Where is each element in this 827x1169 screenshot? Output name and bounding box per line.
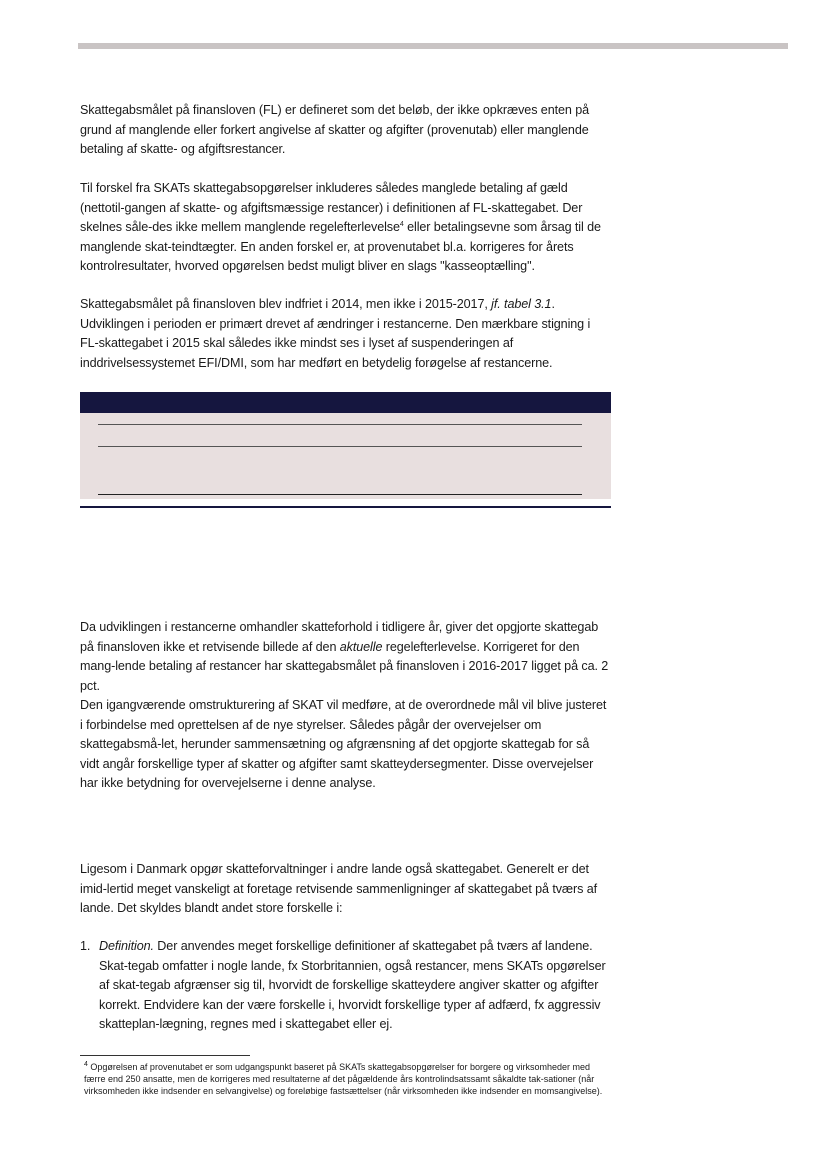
table-bottom-rule <box>80 506 611 508</box>
paragraph-restancer <box>80 618 611 696</box>
paragraph-international: Ligesom i Danmark opgør skatteforvaltninger i andre lande også skattegabet. Generelt er det imid-lertid meget vanskeligt at foretage retvisende sammenligninger af skattegabet på tværs af lande. Det skyldes blandt andet store forskelle i: <box>80 862 598 915</box>
list-number: 1. <box>80 939 91 953</box>
differences-list <box>80 937 611 1035</box>
footnote <box>80 1061 611 1097</box>
paragraph-fl-target <box>80 295 611 373</box>
table-header <box>80 392 611 413</box>
list-term: Definition. <box>99 939 154 953</box>
table-rule <box>98 494 582 495</box>
table-rule <box>98 446 582 447</box>
paragraph-difference <box>80 179 611 277</box>
table-reference: jf. tabel 3.1 <box>491 297 552 311</box>
footnote-rule <box>80 1055 250 1056</box>
footnote-reference[interactable]: 4 <box>399 220 404 228</box>
table-3-1 <box>80 392 611 508</box>
paragraph-text: regelefterlevelse. Korrigeret for den mang-lende betaling af restancer har skattegabsmålet på finansloven i 2016-2017 ligget på ca. 2 pct. <box>80 639 609 693</box>
top-rule <box>78 43 788 49</box>
footnote-text: Opgørelsen af provenutabet er som udgangspunkt baseret på SKATs skattegabsopgørelser for borgere og virksomheder med færre end 250 ansatte, men de korrigeres med resultaterne af det pågældende års kontrolindsatssamt såkaldte tak-sationer (når virksomheden ikke indsender en selvangivelse) og foreløbige fastsættelser (når virksomheden ikke indsender en momsangivelse). <box>84 1062 603 1096</box>
list-item <box>80 937 611 1035</box>
footnote-body <box>80 1061 611 1097</box>
footnote-marker: 4 <box>84 1061 88 1068</box>
emphasis-text: aktuelle <box>339 639 383 654</box>
paragraph-text: Skattegabsmålet på finansloven blev indfriet i 2014, men ikke i 2015-2017, <box>80 297 492 311</box>
paragraph-text: . Udviklingen i perioden er primært drevet af ændringer i restancerne. Den mærkbare stigning i FL-skattegabet i 2015 skal således ikke mindst ses i lyset af suspenderingen af inddrivelsessystemet EFI/DMI, som har medført en betydelig forøgelse af restancerne. <box>80 297 591 370</box>
list-text: Der anvendes meget forskellige definitioner af skattegabet på tværs af landene. Skat-tegab omfatter i nogle lande, fx Storbritannien, også restancer, mens SKATs opgørelser af skat-tegab afgrænser sig til, hvorvidt de forskellige skatteydere angiver skatter og afgifter korrekt. Endvidere kan der være forskelle i, hvorvidt forskellige typer af adfærd, fx aggressiv skatteplan-lægning, regnes med i skattegabet eller ej. <box>99 939 606 1031</box>
paragraph-text: Til forskel fra SKATs skattegabsopgørelser inkluderes således manglede betaling af gæld (nettotil-gangen af skatte- og afgiftsmæssige restancer) i definitionen af FL-skattegabet. Der skelnes såle-des ikke mellem manglende regelefterlevelse <box>80 181 583 234</box>
paragraph-fl-definition: Skattegabsmålet på finansloven (FL) er defineret som det beløb, der ikke opkræves enten på grund af manglende eller forkert angivelse af skatter og afgifter (provenutab) eller manglende betaling af skatte- og afgiftsrestancer. <box>80 103 590 156</box>
paragraph-text: Da udviklingen i restancerne omhandler skatteforhold i tidligere år, giver det opgjorte skattegab på finansloven ikke et retvisende billede af den <box>80 620 599 654</box>
paragraph-restructuring: Den igangværende omstrukturering af SKAT vil medføre, at de overordnede mål vil blive justeret i forbindelse med oprettelsen af de nye styrelser. Således pågår der overvejelser om skattegabsmå-let, herunder sammensætning og afgrænsning af det opgjorte skattegab for så vidt angår forskellige typer af skatter og afgifter samt skatteydersegmenter. Disse overvejelser har ikke betydning for overvejelserne i denne analyse. <box>80 698 607 790</box>
table-body <box>80 413 611 499</box>
paragraph-text: eller betalingsevne som årsag til de manglende skat-teindtægter. En anden forskel er, at provenutabet bl.a. korrigeres for årets kontrolresultater, hvorved opgørelsen bedst muligt bliver en slags "kasseoptælling". <box>80 220 601 273</box>
table-rule <box>98 424 582 425</box>
